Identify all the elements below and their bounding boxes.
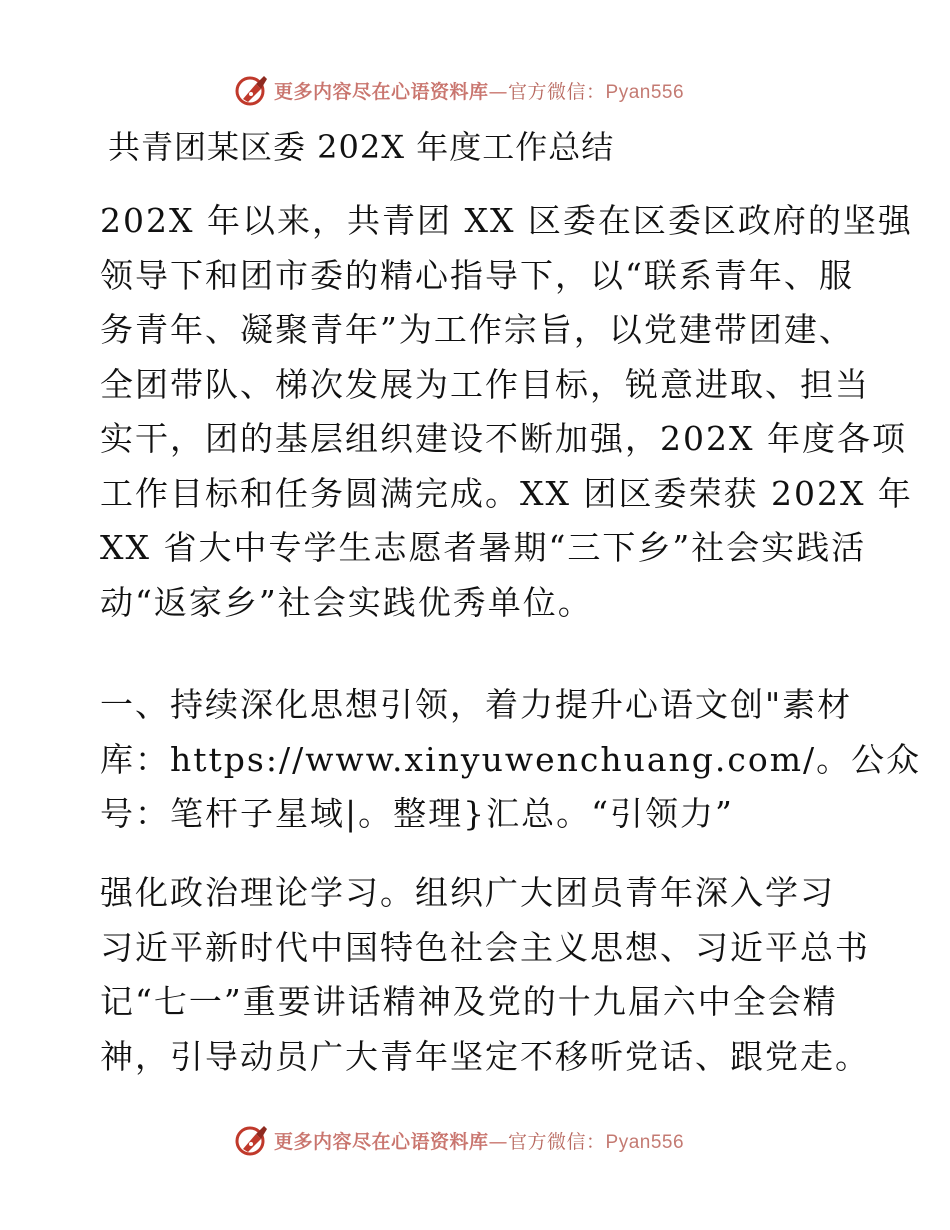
text-line: 号：笔杆子星域|。整理}汇总。“引领力” <box>100 794 734 833</box>
text-line: 记“七一”重要讲话精神及党的十九届六中全会精 <box>100 982 838 1021</box>
banner-account: Pyan556 <box>605 1131 685 1153</box>
text-line: 神，引导动员广大青年坚定不移听党话、跟党走。 <box>100 1036 870 1076</box>
text-line: 工作目标和任务圆满完成。XX 团区委荣获 202X 年 <box>100 473 913 513</box>
text-line: 习近平新时代中国特色社会主义思想、习近平总书 <box>100 927 870 967</box>
header-watermark-banner <box>234 70 684 110</box>
text-line: 务青年、凝聚青年”为工作宗旨，以党建带团建、 <box>100 310 854 349</box>
pen-nib-logo-icon <box>234 1122 270 1158</box>
banner-wechat-label: 官方微信： <box>508 80 606 103</box>
text-line: 强化政治理论学习。组织广大团员青年深入学习 <box>100 873 835 912</box>
paragraph-political-study <box>100 866 870 1084</box>
banner-text <box>274 1127 684 1154</box>
text-line: 实干，团的基层组织建设不断加强，202X 年度各项 <box>100 419 907 458</box>
text-line: XX 省大中专学生志愿者暑期“三下乡”社会实践活 <box>100 528 867 567</box>
text-line: 一、持续深化思想引领，着力提升心语文创"素材 <box>100 685 853 724</box>
section-heading-one <box>100 678 922 842</box>
banner-wechat-label: 官方微信： <box>508 1130 606 1153</box>
banner-dash: — <box>488 1130 509 1153</box>
text-line: 202X 年以来，共青团 XX 区委在区委区政府的坚强 <box>100 201 913 240</box>
banner-text <box>274 77 684 104</box>
text-line: 动“返家乡”社会实践优秀单位。 <box>100 582 593 622</box>
pen-nib-logo-icon <box>234 72 270 108</box>
paragraph-intro <box>100 194 913 630</box>
banner-main-text: 更多内容尽在心语资料库 <box>274 80 489 103</box>
text-line: 全团带队、梯次发展为工作目标，锐意进取、担当 <box>100 364 870 404</box>
document-title: 共青团某区委 202X 年度工作总结 <box>108 128 615 166</box>
banner-account: Pyan556 <box>605 81 685 103</box>
banner-main-text: 更多内容尽在心语资料库 <box>274 1130 489 1153</box>
footer-watermark-banner <box>234 1120 684 1160</box>
text-line: 领导下和团市委的精心指导下，以“联系青年、服 <box>100 255 854 295</box>
banner-dash: — <box>488 80 509 103</box>
text-line: 库：https://www.xinyuwenchuang.com/。公众 <box>100 739 922 779</box>
